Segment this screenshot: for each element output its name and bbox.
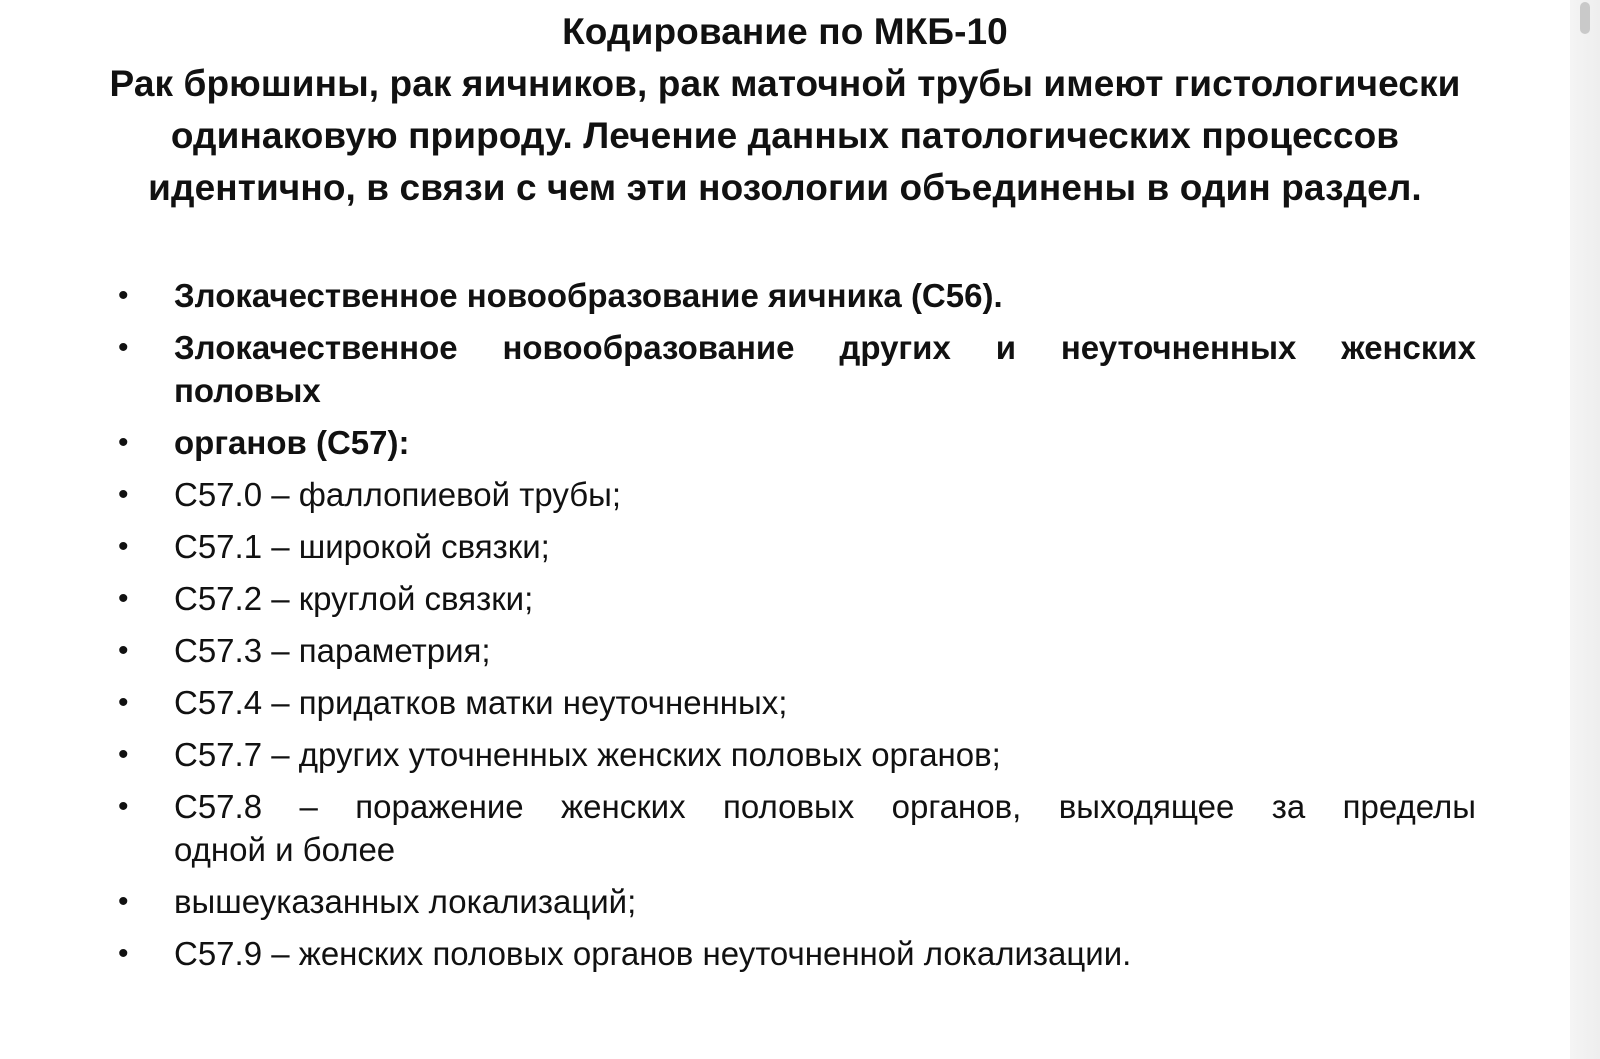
list-item-text: Злокачественное новообразование яичника (C56). [174, 277, 1003, 314]
list-item-text: Злокачественное новообразование других и неуточненных женских [174, 329, 1476, 366]
list-item [0, 577, 1476, 620]
list-item-text: C57.8 – поражение женских половых органов, выходящее за пределы [174, 788, 1476, 825]
list-item-text: C57.1 – широкой связки; [174, 528, 550, 565]
list-item [0, 473, 1476, 516]
bullet-icon: • [118, 885, 129, 918]
list-item [0, 525, 1476, 568]
list-item [0, 681, 1476, 724]
list-item [0, 880, 1476, 923]
bullet-icon: • [118, 530, 129, 563]
list-item-text: C57.2 – круглой связки; [174, 580, 534, 617]
list-item [0, 785, 1476, 871]
bullet-icon: • [118, 686, 129, 719]
list-item [0, 274, 1476, 317]
heading-line: Рак брюшины, рак яичников, рак маточной трубы имеют гистологически [109, 63, 1461, 104]
bullet-icon: • [118, 331, 129, 364]
vertical-scrollbar[interactable] [1570, 0, 1600, 1059]
list-item-text: вышеуказанных локализаций; [174, 883, 637, 920]
list-item [0, 326, 1476, 412]
list-item [0, 629, 1476, 672]
list-item-text: C57.3 – параметрия; [174, 632, 491, 669]
bullet-icon: • [118, 937, 129, 970]
bullet-icon: • [118, 478, 129, 511]
bullet-icon: • [118, 634, 129, 667]
list-item-text: C57.7 – других уточненных женских половых органов; [174, 736, 1001, 773]
bullet-icon: • [118, 279, 129, 312]
list-item [0, 932, 1476, 975]
document-heading [70, 6, 1500, 214]
list-item-text: органов (C57): [174, 424, 410, 461]
bullet-icon: • [118, 790, 129, 823]
list-item-text-continued: одной и более [174, 831, 396, 868]
heading-line: одинаковую природу. Лечение данных патологических процессов [170, 115, 1400, 156]
list-item-text-continued: половых [174, 372, 321, 409]
bullet-icon: • [118, 426, 129, 459]
list-item-text: C57.4 – придатков матки неуточненных; [174, 684, 788, 721]
list-item [0, 733, 1476, 776]
bullet-icon: • [118, 582, 129, 615]
bullet-icon: • [118, 738, 129, 771]
list-item-text: C57.0 – фаллопиевой трубы; [174, 476, 622, 513]
heading-title: Кодирование по МКБ-10 [562, 11, 1008, 52]
heading-line: идентично, в связи с чем эти нозологии объединены в один раздел. [148, 167, 1422, 208]
list-item-text: C57.9 – женских половых органов неуточненной локализации. [174, 935, 1132, 972]
scrollbar-thumb[interactable] [1580, 2, 1590, 34]
icd-code-list [0, 274, 1600, 984]
list-item [0, 421, 1476, 464]
